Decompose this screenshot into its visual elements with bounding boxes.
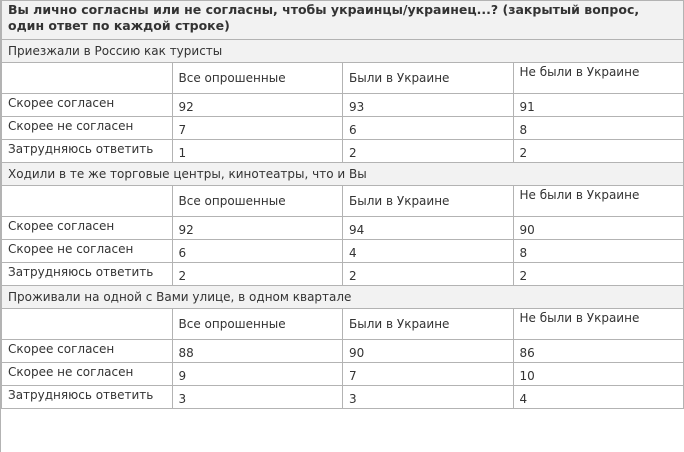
table-row: [2, 217, 684, 240]
column-header-not-visited: Не были в Украине: [513, 309, 684, 340]
column-header-row: [2, 63, 684, 94]
table-row: [2, 386, 684, 409]
cell-value: 10: [513, 363, 684, 386]
table-row: [2, 263, 684, 286]
cell-value: 1: [172, 140, 343, 163]
cell-value: 2: [343, 140, 514, 163]
cell-value: 94: [343, 217, 514, 240]
table-row: [2, 117, 684, 140]
section-row: [2, 163, 684, 186]
cell-value: 8: [513, 117, 684, 140]
cell-value: 93: [343, 94, 514, 117]
header-blank: [2, 186, 173, 217]
section-row: [2, 286, 684, 309]
column-header-all: Все опрошенные: [172, 63, 343, 94]
header-blank: [2, 63, 173, 94]
row-label: Скорее не согласен: [2, 363, 173, 386]
table-row: [2, 140, 684, 163]
cell-value: 7: [172, 117, 343, 140]
cell-value: 8: [513, 240, 684, 263]
cell-value: 92: [172, 94, 343, 117]
cell-value: 6: [343, 117, 514, 140]
section-title: Ходили в те же торговые центры, кинотеатры, что и Вы: [2, 163, 684, 186]
cell-value: 92: [172, 217, 343, 240]
cell-value: 2: [343, 263, 514, 286]
row-label: Скорее не согласен: [2, 117, 173, 140]
table-row: [2, 340, 684, 363]
cell-value: 86: [513, 340, 684, 363]
column-header-row: [2, 309, 684, 340]
cell-value: 91: [513, 94, 684, 117]
table-title: Вы лично согласны или не согласны, чтобы украинцы/украинец...? (закрытый вопрос, один ответ по каждой строке): [2, 1, 684, 40]
row-label: Скорее согласен: [2, 217, 173, 240]
row-label: Затрудняюсь ответить: [2, 140, 173, 163]
cell-value: 9: [172, 363, 343, 386]
section-title: Приезжали в Россию как туристы: [2, 40, 684, 63]
section-title: Проживали на одной с Вами улице, в одном квартале: [2, 286, 684, 309]
table-row: [2, 363, 684, 386]
cell-value: 3: [343, 386, 514, 409]
survey-table: [1, 0, 684, 409]
table-row: [2, 94, 684, 117]
cell-value: 7: [343, 363, 514, 386]
table-row: [2, 240, 684, 263]
section-row: [2, 40, 684, 63]
column-header-not-visited: Не были в Украине: [513, 186, 684, 217]
cell-value: 88: [172, 340, 343, 363]
row-label: Затрудняюсь ответить: [2, 386, 173, 409]
column-header-visited: Были в Украине: [343, 186, 514, 217]
cell-value: 90: [343, 340, 514, 363]
column-header-visited: Были в Украине: [343, 63, 514, 94]
column-header-not-visited: Не были в Украине: [513, 63, 684, 94]
column-header-visited: Были в Украине: [343, 309, 514, 340]
column-header-all: Все опрошенные: [172, 309, 343, 340]
cell-value: 2: [172, 263, 343, 286]
cell-value: 90: [513, 217, 684, 240]
cell-value: 2: [513, 140, 684, 163]
table-title-row: [2, 1, 684, 40]
row-label: Скорее согласен: [2, 94, 173, 117]
cell-value: 4: [513, 386, 684, 409]
cell-value: 4: [343, 240, 514, 263]
column-header-row: [2, 186, 684, 217]
row-label: Скорее не согласен: [2, 240, 173, 263]
row-label: Скорее согласен: [2, 340, 173, 363]
cell-value: 2: [513, 263, 684, 286]
column-header-all: Все опрошенные: [172, 186, 343, 217]
row-label: Затрудняюсь ответить: [2, 263, 173, 286]
cell-value: 6: [172, 240, 343, 263]
cell-value: 3: [172, 386, 343, 409]
header-blank: [2, 309, 173, 340]
